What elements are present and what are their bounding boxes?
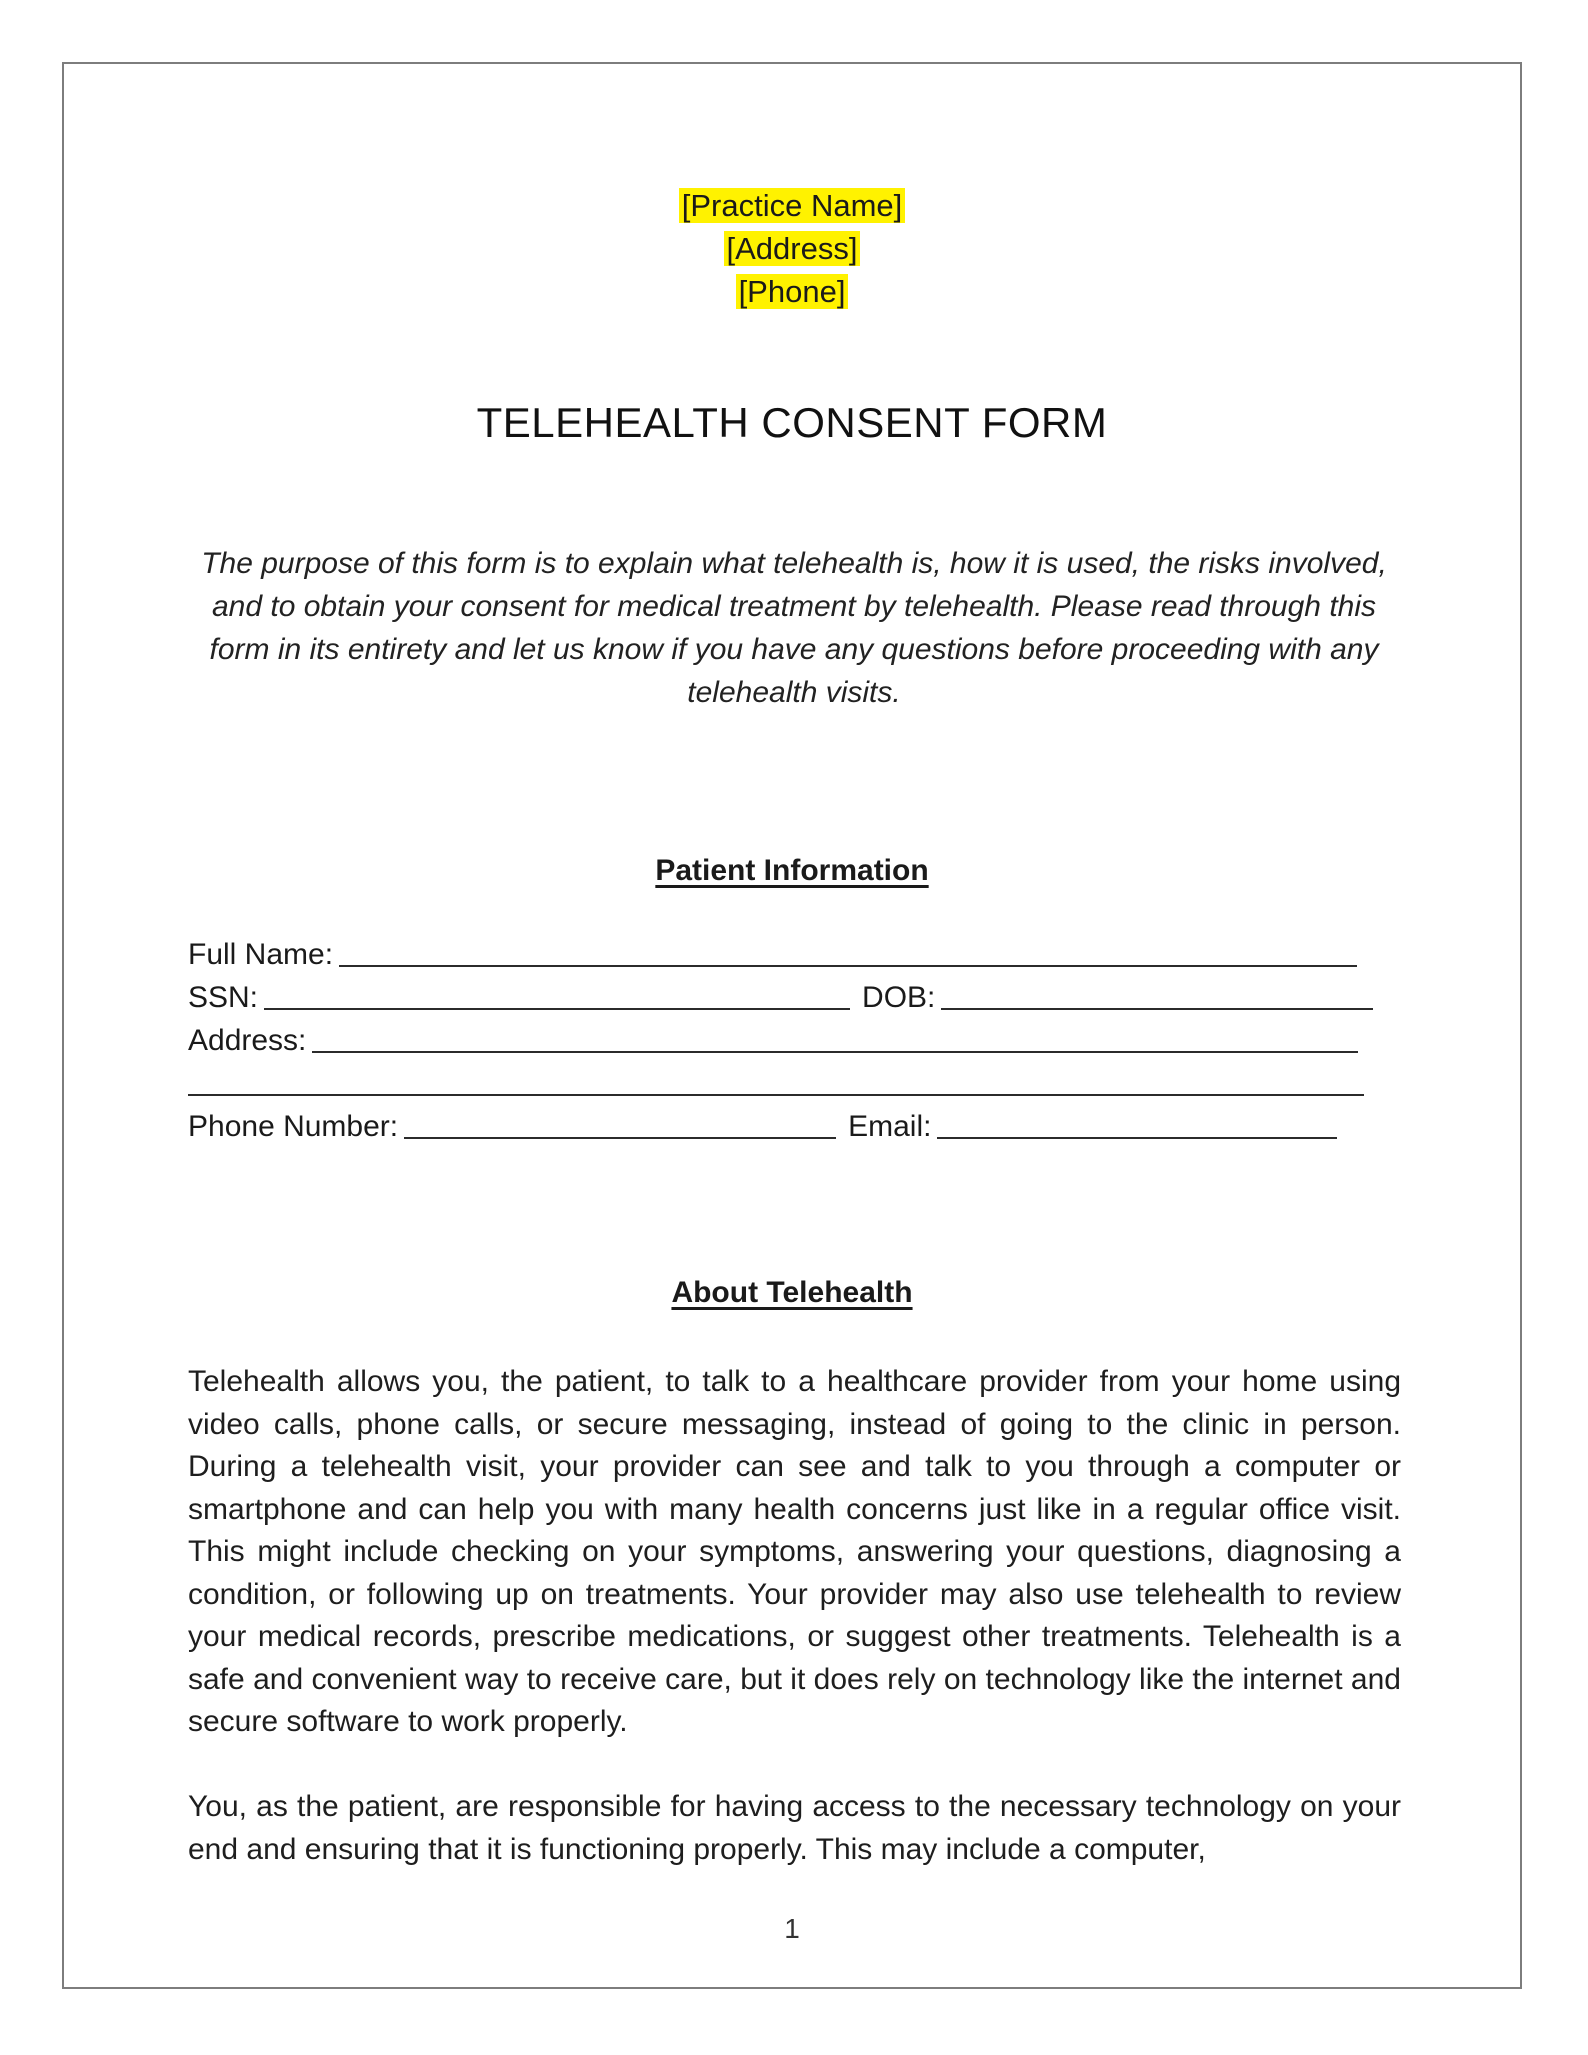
- intro-paragraph: The purpose of this form is to explain what telehealth is, how it is used, the risks involved, and to obtain your consent for medical treatment by telehealth. Please read through this form in its entirety and let us know if you have any questions before proceeding with any telehealth visits.: [201, 547, 1387, 709]
- practice-name-placeholder: [Practice Name]: [679, 188, 906, 223]
- address-field[interactable]: [312, 1023, 1358, 1053]
- ssn-dob-row: [188, 975, 1373, 1015]
- address-row: [188, 1018, 1358, 1058]
- full-name-label: Full Name:: [188, 938, 334, 971]
- dob-label: DOB:: [862, 981, 936, 1014]
- page-number: 1: [784, 1913, 800, 1944]
- full-name-row: [188, 932, 1357, 972]
- phone-number-label: Phone Number:: [188, 1110, 399, 1143]
- phone-email-row: [188, 1104, 1337, 1144]
- email-field[interactable]: [937, 1109, 1337, 1139]
- address-placeholder: [Address]: [724, 231, 861, 266]
- ssn-label: SSN:: [188, 981, 259, 1014]
- address-line-2-row: [188, 1061, 1364, 1101]
- ssn-field[interactable]: [264, 980, 850, 1010]
- phone-number-field[interactable]: [404, 1109, 836, 1139]
- about-telehealth-paragraph-2: You, as the patient, are responsible for having access to the necessary technology on your end and ensuring that it is functioning properly. This may include a computer,: [188, 1790, 1401, 1866]
- patient-information-heading: Patient Information: [655, 854, 929, 887]
- page-title: TELEHEALTH CONSENT FORM: [476, 399, 1108, 446]
- practice-header: [64, 184, 1520, 313]
- about-telehealth-heading: About Telehealth: [671, 1276, 913, 1309]
- about-telehealth-paragraph-1: Telehealth allows you, the patient, to talk to a healthcare provider from your home using video calls, phone calls, or secure messaging, instead of going to the clinic in person. During a telehealth visit, your provider can see and talk to you through a computer or smartphone and can help you with many health concerns just like in a regular office visit. This might include checking on your symptoms, answering your questions, diagnosing a condition, or following up on treatments. Your provider may also use telehealth to review your medical records, prescribe medications, or suggest other treatments. Telehealth is a safe and convenient way to receive care, but it does rely on technology like the internet and secure software to work properly.: [188, 1365, 1401, 1738]
- full-name-field[interactable]: [339, 937, 1357, 967]
- address-label: Address:: [188, 1024, 307, 1057]
- email-label: Email:: [848, 1110, 932, 1143]
- address-line-2-field[interactable]: [188, 1066, 1364, 1096]
- document-page: [62, 62, 1522, 1989]
- dob-field[interactable]: [941, 980, 1373, 1010]
- phone-placeholder: [Phone]: [736, 274, 849, 309]
